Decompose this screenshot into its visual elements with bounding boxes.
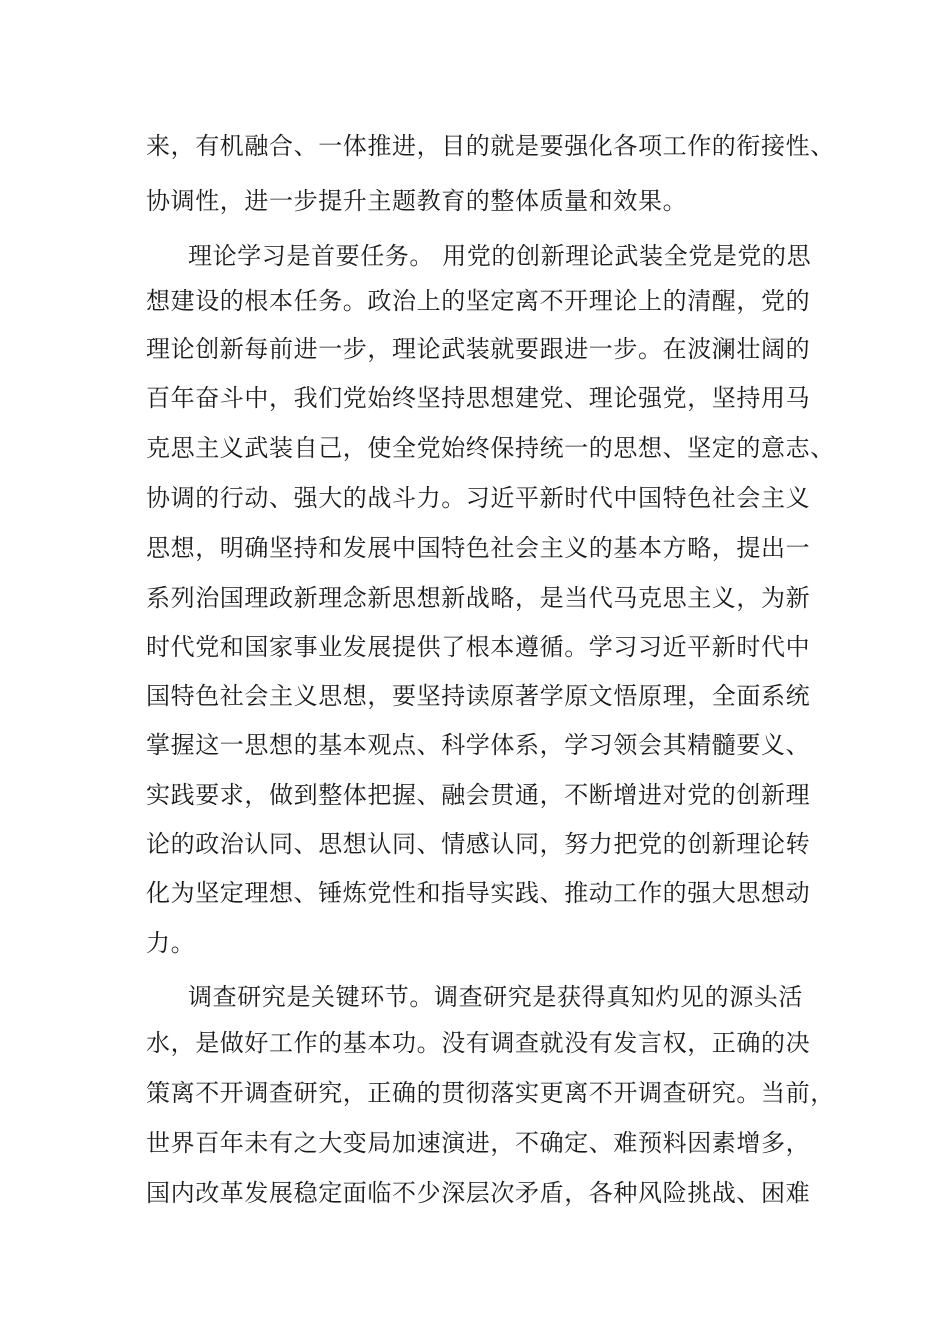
text-line: 论的政治认同、思想认同、情感认同，努力把党的创新理论转: [146, 830, 811, 858]
text-line: 协调性，进一步提升主题教育的整体质量和效果。: [146, 187, 688, 215]
text-line: 协调的行动、强大的战斗力。习近平新时代中国特色社会主义: [146, 484, 811, 512]
text-line: 国特色社会主义思想，要坚持读原著学原文悟原理，全面系统: [146, 682, 811, 710]
text-line: 水，是做好工作的基本功。没有调查就没有发言权，正确的决: [146, 1029, 811, 1057]
paragraph-first-line: 调查研究是关键环节。调查研究是获得真知灼见的源头活: [188, 983, 803, 1011]
text-line: 化为坚定理想、锤炼党性和指导实践、推动工作的强大思想动: [146, 879, 811, 907]
text-line: 理论创新每前进一步，理论武装就要跟进一步。在波澜壮阔的: [146, 335, 811, 363]
paragraph-first-line: 理论学习是首要任务。 用党的创新理论武装全党是党的思: [188, 242, 812, 270]
text-line: 思想，明确坚持和发展中国特色社会主义的基本方略，提出一: [146, 534, 811, 562]
text-line: 来，有机融合、一体推进，目的就是要强化各项工作的衔接性、: [146, 132, 835, 160]
text-line: 实践要求，做到整体把握、融会贯通，不断增进对党的创新理: [146, 781, 811, 809]
text-line: 百年奋斗中，我们党始终坚持思想建党、理论强党，坚持用马: [146, 384, 811, 412]
text-line: 时代党和国家事业发展提供了根本遵循。学习习近平新时代中: [146, 633, 811, 661]
text-line: 克思主义武装自己，使全党始终保持统一的思想、坚定的意志、: [146, 434, 835, 462]
text-line: 系列治国理政新理念新思想新战略，是当代马克思主义，为新: [146, 584, 811, 612]
text-line: 想建设的根本任务。政治上的坚定离不开理论上的清醒，党的: [146, 287, 811, 315]
text-line: 掌握这一思想的基本观点、科学体系，学习领会其精髓要义、: [146, 731, 811, 759]
text-line: 世界百年未有之大变局加速演进，不确定、难预料因素增多，: [146, 1129, 811, 1157]
text-line: 国内改革发展稳定面临不少深层次矛盾，各种风险挑战、困难: [146, 1179, 811, 1207]
text-line: 力。: [146, 929, 196, 957]
text-line: 策离不开调查研究，正确的贯彻落实更离不开调查研究。当前，: [146, 1079, 835, 1107]
